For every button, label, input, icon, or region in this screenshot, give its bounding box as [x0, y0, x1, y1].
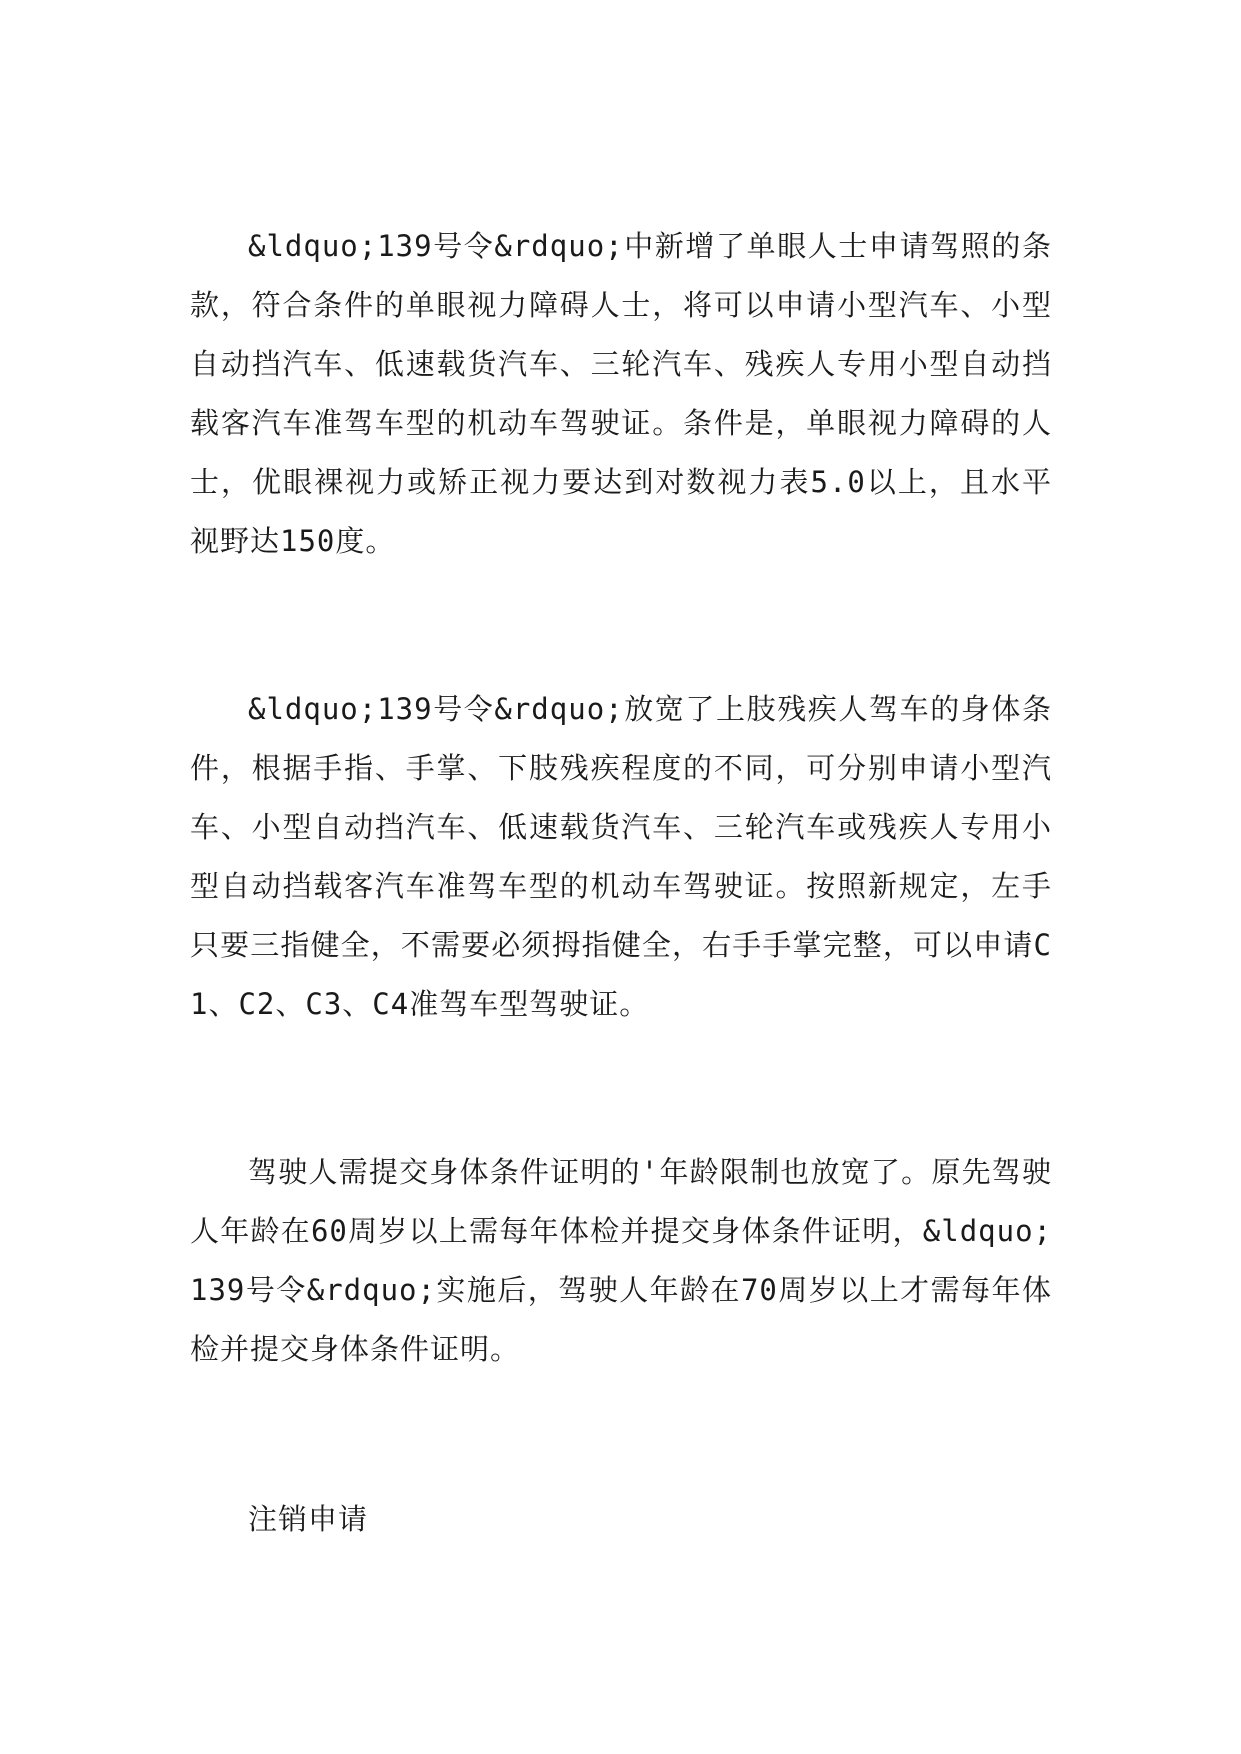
- paragraph-single-eye-license: &ldquo;139号令&rdquo;中新增了单眼人士申请驾照的条款，符合条件的单眼视力障碍人士，将可以申请小型汽车、小型自动挡汽车、低速载货汽车、三轮汽车、残疾人专用小型自动挡载客汽车准驾车型的机动车驾驶证。条件是，单眼视力障碍的人士，优眼裸视力或矫正视力要达到对数视力表5.0以上，且水平视野达150度。: [190, 229, 1052, 558]
- paragraph-age-limit: 驾驶人需提交身体条件证明的'年龄限制也放宽了。原先驾驶人年龄在60周岁以上需每年体检并提交身体条件证明，&ldquo;139号令&rdquo;实施后，驾驶人年龄在70周岁以上才需每年体检并提交身体条件证明。: [190, 1155, 1052, 1366]
- section-heading-cancellation: 注销申请: [248, 1502, 369, 1536]
- paragraph-upper-limb-disability: &ldquo;139号令&rdquo;放宽了上肢残疾人驾车的身体条件，根据手指、手掌、下肢残疾程度的不同，可分别申请小型汽车、小型自动挡汽车、低速载货汽车、三轮汽车或残疾人专用小型自动挡载客汽车准驾车型的机动车驾驶证。按照新规定，左手只要三指健全，不需要必须拇指健全，右手手掌完整，可以申请C1、C2、C3、C4准驾车型驾驶证。: [190, 692, 1052, 1021]
